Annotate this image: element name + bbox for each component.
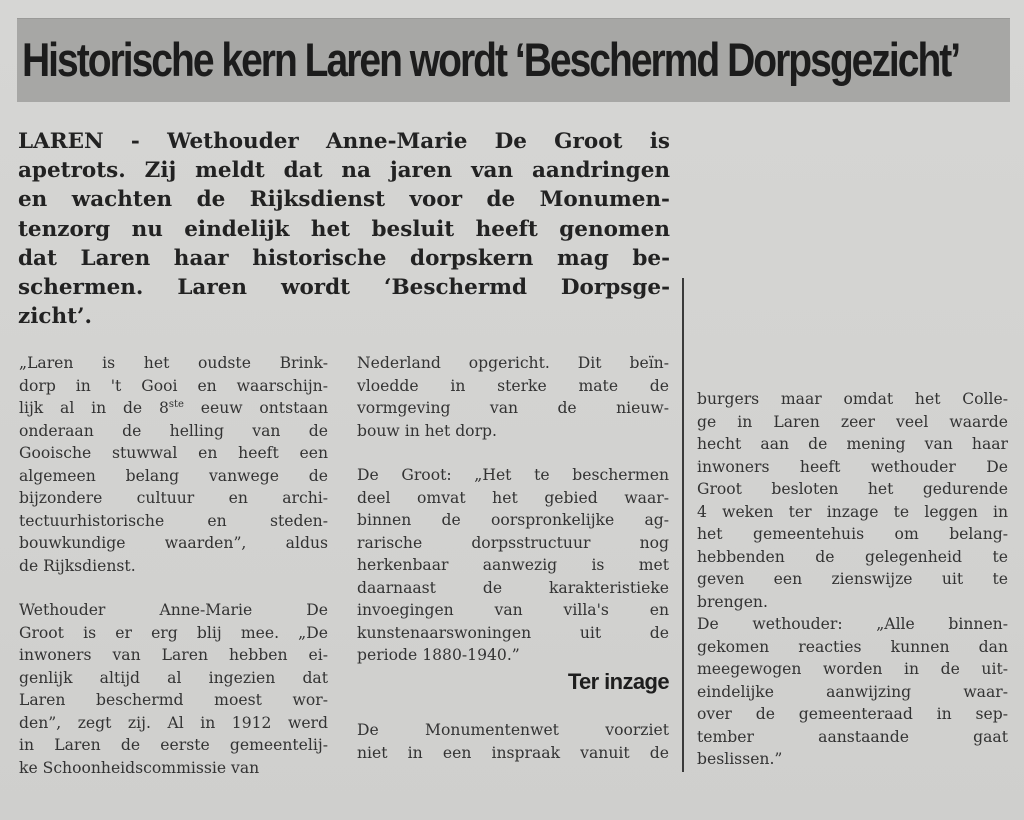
text-line: ge in Laren zeer veel waarde (697, 412, 1008, 431)
text-line: kunstenaarswoningen uit de (357, 623, 669, 642)
column-2 (357, 352, 669, 786)
text-line: algemeen belang vanwege de (19, 466, 328, 485)
text-line: binnen de oorspronkelijke ag- (357, 511, 669, 529)
paragraph (357, 352, 669, 442)
text-line: inwoners heeft wethouder De (697, 457, 1008, 476)
text-line: bijzondere cultuur en archi- (19, 489, 328, 507)
text-line: onderaan de helling van de (19, 421, 328, 440)
paragraph (19, 352, 328, 577)
text-line: genlijk altijd al ingezien dat (19, 668, 328, 687)
text-line: rarische dorpsstructuur nog (357, 533, 669, 552)
text-line: lijk al in de 8ste eeuw ontstaan (19, 398, 328, 417)
text-line: Groot besloten het gedurende (697, 480, 1008, 498)
text-line: hecht aan de mening van haar (697, 435, 1008, 453)
text-line: geven een zienswijze uit te (697, 570, 1008, 588)
paragraph (357, 719, 669, 764)
text-line: bouwkundige waarden”, aldus (19, 534, 328, 552)
lead-line: dat Laren haar historische dorpskern mag be- (18, 245, 670, 271)
paragraph (697, 613, 1008, 771)
text-line: het gemeentehuis om belang- (697, 525, 1008, 543)
text-line: burgers maar omdat het Colle- (697, 390, 1008, 408)
lead-line: tenzorg nu eindelijk het besluit heeft genomen (18, 216, 670, 242)
lead-line: zicht’. (18, 304, 93, 330)
text-line: 4 weken ter inzage te leggen in (697, 502, 1008, 521)
text-line: tectuurhistorische en steden- (19, 511, 328, 530)
text-line: niet in een inspraak vanuit de (357, 743, 669, 762)
text-line: daarnaast de karakteristieke (357, 578, 669, 597)
lead-line: apetrots. Zij meldt dat na jaren van aandringen (18, 158, 670, 184)
paragraph (19, 599, 328, 779)
text-line: bouw in het dorp. (357, 421, 497, 440)
text-line: de Rijksdienst. (19, 556, 136, 575)
subheading: Ter inzage (567, 668, 669, 694)
text-line: „Laren is het oudste Brink- (19, 354, 328, 372)
text-line: brengen. (697, 592, 768, 611)
text-line: tember aanstaande gaat (697, 727, 1008, 746)
text-line: invoegingen van villa's en (357, 601, 669, 619)
column-3 (697, 388, 1008, 793)
text-line: in Laren de eerste gemeentelij- (19, 736, 328, 754)
text-line: eindelijke aanwijzing waar- (697, 682, 1008, 701)
text-line: Laren beschermd moest wor- (19, 691, 328, 709)
text-line: dorp in 't Gooi en waarschijn- (19, 376, 328, 395)
text-line: herkenbaar aanwezig is met (357, 556, 669, 574)
text-line: Gooische stuwwal en heeft een (19, 444, 328, 462)
lead-line: schermen. Laren wordt ‘Beschermd Dorpsge- (18, 275, 670, 301)
text-line: hebbenden de gelegenheid te (697, 547, 1008, 566)
text-line: De wethouder: „Alle binnen- (697, 615, 1008, 633)
text-line: inwoners van Laren hebben ei- (19, 646, 328, 664)
text-line: den”, zegt zij. Al in 1912 werd (19, 713, 328, 732)
text-line: De Groot: „Het te beschermen (357, 466, 669, 484)
text-line: De Monumentenwet voorziet (357, 721, 669, 739)
paragraph (357, 464, 669, 667)
lead-paragraph (18, 127, 670, 331)
text-line: beslissen.” (697, 750, 783, 768)
paragraph (697, 388, 1008, 613)
headline: Historische kern Laren wordt ‘Beschermd Dorpsgezicht’ (22, 33, 960, 86)
text-line: vloedde in sterke mate de (357, 376, 669, 395)
lead-line: en wachten de Rijksdienst voor de Monumen- (18, 187, 670, 213)
text-line: periode 1880-1940.” (357, 646, 520, 664)
text-line: Nederland opgericht. Dit beïn- (357, 354, 669, 372)
text-line: gekomen reacties kunnen dan (697, 637, 1008, 656)
column-rule (682, 278, 684, 772)
text-line: over de gemeenteraad in sep- (697, 705, 1008, 723)
lead-line: LAREN - Wethouder Anne-Marie De Groot is (18, 129, 670, 154)
text-line: ke Schoonheidscommissie van (19, 758, 260, 777)
text-line: deel omvat het gebied waar- (357, 488, 669, 507)
column-1 (19, 352, 328, 801)
text-line: meegewogen worden in de uit- (697, 660, 1008, 678)
text-line: Groot is er erg blij mee. „De (19, 623, 328, 642)
text-line: Wethouder Anne-Marie De (19, 601, 328, 619)
text-line: vormgeving van de nieuw- (357, 399, 669, 417)
